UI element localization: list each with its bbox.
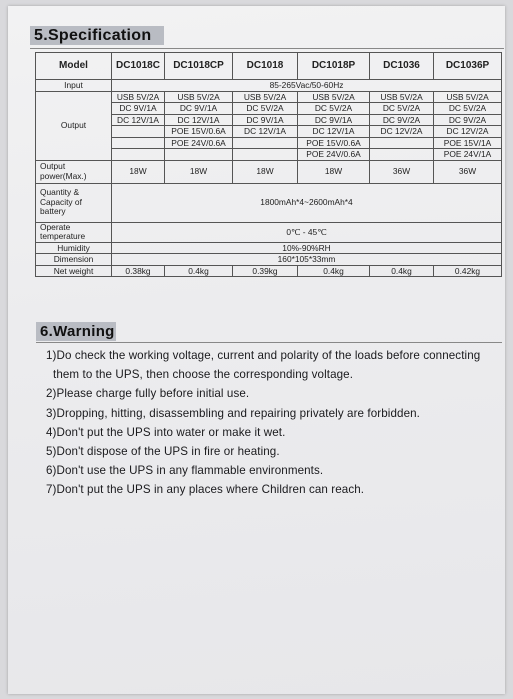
warning-item: 4)Don't put the UPS into water or make it wet.	[46, 425, 286, 439]
output-cell	[233, 149, 298, 161]
battery-label	[36, 183, 112, 222]
warning-item-continuation: them to the UPS, then choose the corresponding voltage.	[53, 368, 354, 382]
dimension-row	[36, 254, 502, 266]
dimension-label: Dimension	[36, 254, 112, 266]
power-cell: 18W	[233, 160, 298, 183]
input-value: 85-265Vac/50-60Hz	[112, 80, 502, 92]
power-cell: 36W	[370, 160, 434, 183]
output-cell: DC 9V/2A	[370, 114, 434, 126]
battery-value: 1800mAh*4~2600mAh*4	[112, 183, 502, 222]
header-row	[36, 53, 502, 80]
dimension-value: 160*105*33mm	[112, 254, 502, 266]
output-cell: USB 5V/2A	[370, 91, 434, 103]
output-cell: USB 5V/2A	[233, 91, 298, 103]
output-cell: DC 12V/2A	[370, 126, 434, 138]
warning-rule	[36, 342, 502, 343]
output-cell	[370, 137, 434, 149]
output-cell: DC 5V/2A	[233, 103, 298, 115]
temperature-value: 0℃ - 45℃	[112, 222, 502, 242]
power-label-line: power(Max.)	[40, 170, 87, 181]
output-row	[36, 91, 502, 103]
battery-row	[36, 183, 502, 222]
output-cell	[370, 149, 434, 161]
humidity-label: Humidity	[36, 242, 112, 254]
manual-page	[8, 6, 505, 694]
output-cell: DC 12V/2A	[434, 126, 502, 138]
output-cell	[233, 137, 298, 149]
specification-heading	[30, 26, 164, 45]
specification-heading-text: 5.Specification	[34, 27, 152, 44]
humidity-value: 10%-90%RH	[112, 242, 502, 254]
header-cell: DC1036	[370, 53, 434, 80]
weight-cell: 0.42kg	[434, 265, 502, 277]
battery-label-line: Capacity of	[40, 196, 82, 207]
temperature-label	[36, 222, 112, 242]
output-cell: USB 5V/2A	[112, 91, 165, 103]
temperature-label-line: temperature	[40, 231, 86, 241]
weight-cell: 0.4kg	[165, 265, 233, 277]
output-cell	[112, 137, 165, 149]
specification-rule	[30, 48, 504, 49]
power-cell: 18W	[165, 160, 233, 183]
weight-cell: 0.4kg	[370, 265, 434, 277]
warning-heading-text: 6.Warning	[40, 323, 115, 340]
warning-item: 1)Do check the working voltage, current and polarity of the loads before connecting	[46, 349, 481, 362]
output-cell: POE 24V/1A	[434, 149, 502, 161]
output-cell: DC 12V/1A	[165, 114, 233, 126]
output-cell: POE 24V/0.6A	[165, 137, 233, 149]
output-cell: DC 5V/2A	[434, 103, 502, 115]
output-cell: POE 15V/0.6A	[165, 126, 233, 138]
output-cell: DC 9V/1A	[165, 103, 233, 115]
output-cell: USB 5V/2A	[298, 91, 370, 103]
output-cell: DC 9V/1A	[233, 114, 298, 126]
weight-cell: 0.38kg	[112, 265, 165, 277]
output-cell: DC 5V/2A	[298, 103, 370, 115]
power-cell: 18W	[112, 160, 165, 183]
warning-item: 3)Dropping, hitting, disassembling and repairing privately are forbidden.	[46, 406, 420, 420]
output-cell: POE 15V/0.6A	[298, 137, 370, 149]
weight-cell: 0.4kg	[298, 265, 370, 277]
header-cell: Model	[36, 53, 112, 80]
battery-label-line: Quantity &	[40, 187, 80, 198]
output-cell: DC 9V/1A	[298, 114, 370, 126]
output-cell	[112, 126, 165, 138]
output-cell: USB 5V/2A	[434, 91, 502, 103]
weight-label: Net weight	[36, 265, 112, 277]
output-cell: DC 12V/1A	[233, 126, 298, 138]
power-cell: 36W	[434, 160, 502, 183]
temperature-label-line: Operate	[40, 222, 71, 232]
header-cell: DC1018	[233, 53, 298, 80]
weight-cell: 0.39kg	[233, 265, 298, 277]
power-cell: 18W	[298, 160, 370, 183]
power-label	[36, 160, 112, 183]
output-cell: POE 24V/0.6A	[298, 149, 370, 161]
weight-row	[36, 265, 502, 277]
warning-item: 5)Don't dispose of the UPS in fire or heating.	[46, 445, 280, 459]
warning-item: 6)Don't use the UPS in any flammable environments.	[46, 464, 324, 478]
input-label: Input	[36, 80, 112, 92]
warning-list	[46, 346, 508, 500]
output-cell: DC 12V/1A	[112, 114, 165, 126]
header-cell: DC1018C	[112, 53, 165, 80]
output-cell: POE 15V/1A	[434, 137, 502, 149]
power-row	[36, 160, 502, 183]
output-cell: DC 9V/2A	[434, 114, 502, 126]
output-cell	[112, 149, 165, 161]
header-cell: DC1036P	[434, 53, 502, 80]
battery-label-line: battery	[40, 206, 66, 217]
output-label: Output	[36, 91, 112, 160]
header-cell: DC1018CP	[165, 53, 233, 80]
power-label-line: Output	[40, 161, 66, 171]
temperature-row	[36, 222, 502, 242]
warning-heading	[36, 322, 116, 341]
warning-item: 2)Please charge fully before initial use.	[46, 387, 250, 401]
humidity-row	[36, 242, 502, 254]
output-cell: USB 5V/2A	[165, 91, 233, 103]
warning-item: 7)Don't put the UPS in any places where Children can reach.	[46, 483, 365, 497]
output-cell: DC 9V/1A	[112, 103, 165, 115]
output-cell	[165, 149, 233, 161]
header-cell: DC1018P	[298, 53, 370, 80]
output-cell: DC 12V/1A	[298, 126, 370, 138]
specification-table	[35, 52, 502, 277]
input-row	[36, 80, 502, 92]
output-cell: DC 5V/2A	[370, 103, 434, 115]
